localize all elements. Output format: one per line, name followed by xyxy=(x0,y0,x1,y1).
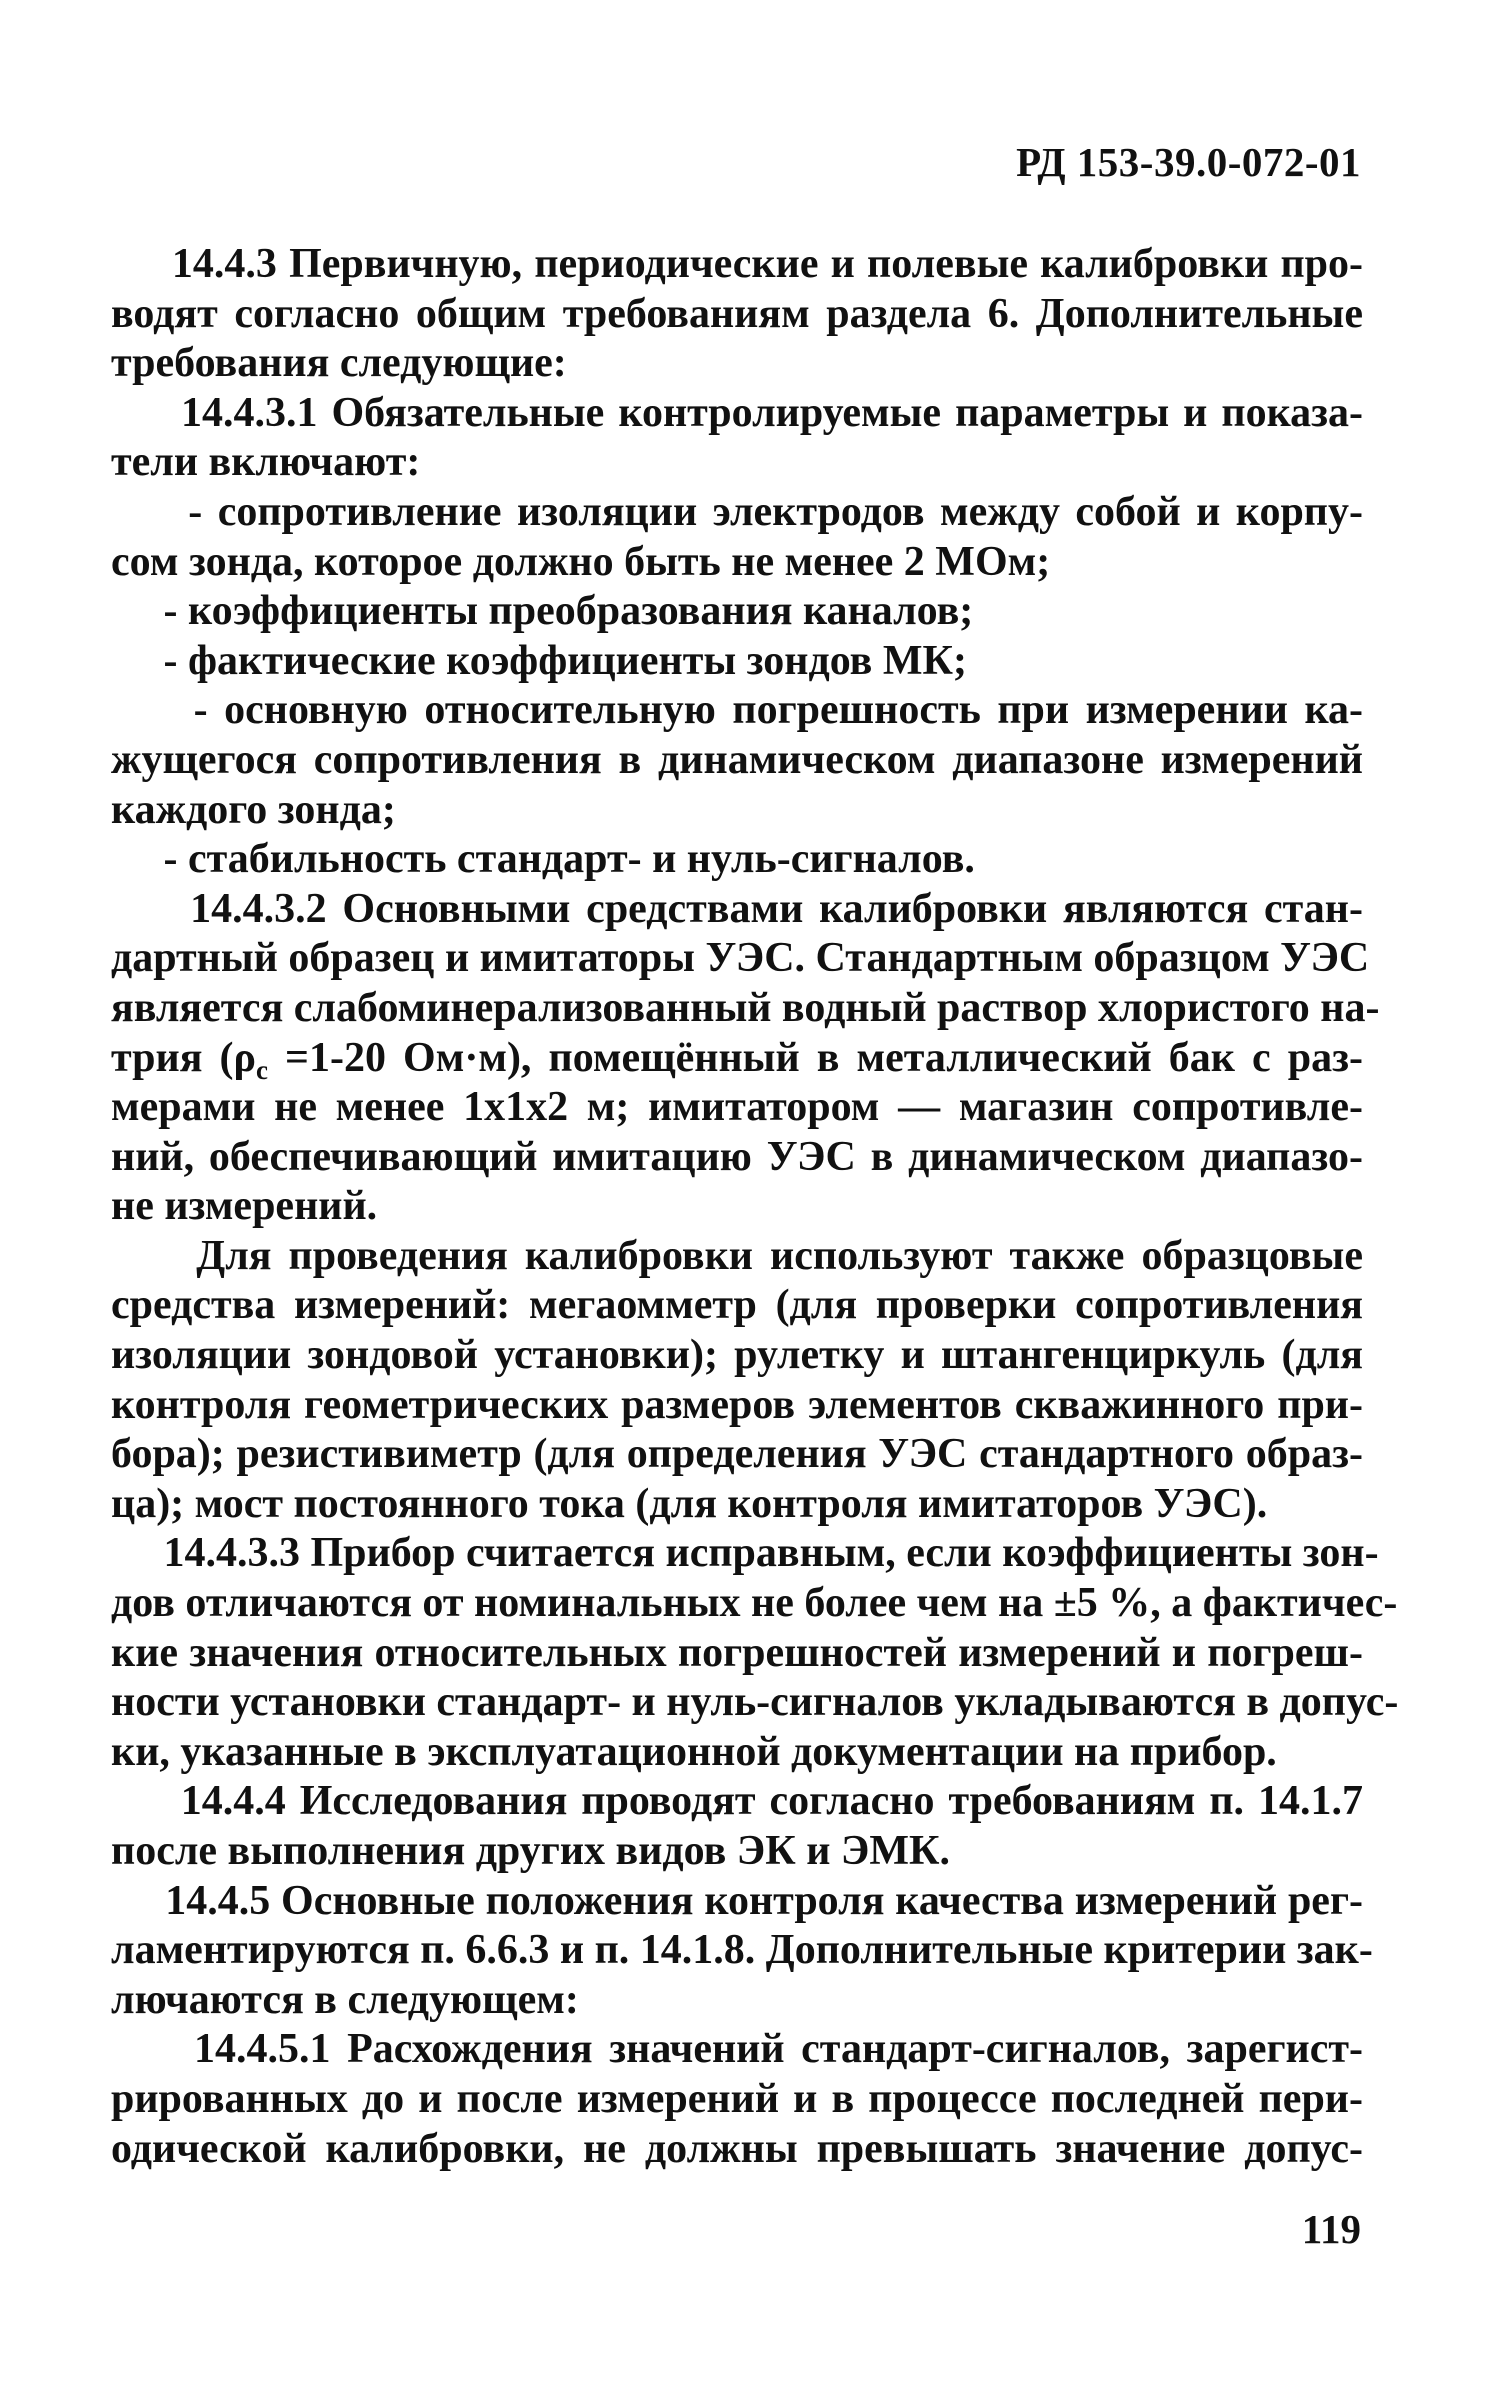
text-line: 14.4.3.3 Прибор считается исправным, если коэффициенты зон- xyxy=(111,1530,1379,1577)
text-line: - коэффициенты преобразования каналов; xyxy=(111,588,974,635)
text-line: ца); мост постоянного тока (для контроля имитаторов УЭС). xyxy=(111,1480,1268,1527)
text-line: 14.4.3.2 Основными средствами калибровки являются стан- xyxy=(111,885,1363,932)
text-line: мерами не менее 1х1х2 м; имитатором — магазин сопротивле- xyxy=(111,1084,1363,1131)
subscript: c xyxy=(255,1054,268,1085)
text-line: - основную относительную погрешность при измерении ка- xyxy=(111,687,1363,734)
text-line: кие значения относительных погрешностей измерений и погреш- xyxy=(111,1629,1363,1676)
text-line: 14.4.4 Исследования проводят согласно требованиям п. 14.1.7 xyxy=(111,1778,1363,1825)
text-line: требования следующие: xyxy=(111,340,567,387)
text-line: изоляции зондовой установки); рулетку и штангенциркуль (для xyxy=(111,1332,1363,1379)
text-line: бора); резистивиметр (для определения УЭС стандартного образ- xyxy=(111,1431,1363,1478)
text-line: дов отличаются от номинальных не более чем на ±5 %, а фактичес- xyxy=(111,1580,1398,1627)
text-line: не измерений. xyxy=(111,1183,378,1230)
text-line: сом зонда, которое должно быть не менее 2 МОм; xyxy=(111,538,1051,585)
document-code-header: РД 153-39.0-072-01 xyxy=(1016,139,1361,185)
text-line: каждого зонда; xyxy=(111,786,396,833)
text-line: ки, указанные в эксплуатационной документации на прибор. xyxy=(111,1728,1277,1775)
text-line: жущегося сопротивления в динамическом диапазоне измерений xyxy=(111,736,1363,783)
page-number: 119 xyxy=(1301,2206,1361,2252)
text-line: 14.4.5 Основные положения контроля качества измерений рег- xyxy=(111,1877,1363,1924)
text-line: Для проведения калибровки используют также образцовые xyxy=(111,1232,1363,1279)
text-line: 14.4.3.1 Обязательные контролируемые параметры и показа- xyxy=(111,389,1363,436)
text-line: рированных до и после измерений и в процессе последней пери- xyxy=(111,2075,1363,2122)
text-line: водят согласно общим требованиям раздела 6. Дополнительные xyxy=(111,290,1363,337)
text-line: одической калибровки, не должны превышать значение допус- xyxy=(111,2125,1363,2172)
text-line: тели включают: xyxy=(111,439,421,486)
text-line: ности установки стандарт- и нуль-сигналов укладываются в допус- xyxy=(111,1679,1399,1726)
text-line: 14.4.5.1 Расхождения значений стандарт-сигналов, зарегист- xyxy=(111,2026,1363,2073)
text-line: дартный образец и имитаторы УЭС. Стандартным образцом УЭС xyxy=(111,935,1370,982)
text-line: является слабоминерализованный водный раствор хлористого на- xyxy=(111,984,1380,1031)
text-line: контроля геометрических размеров элементов скважинного при- xyxy=(111,1381,1363,1428)
text-line: после выполнения других видов ЭК и ЭМК. xyxy=(111,1828,950,1874)
document-body xyxy=(111,240,1399,2174)
text-line: трия ($\rho_c =1-20$ Ом·м), помещённый в металлический бак с раз- xyxy=(111,1034,1363,1085)
text-line: ний, обеспечивающий имитацию УЭС в динамическом диапазо- xyxy=(111,1133,1363,1180)
text-line: - стабильность стандарт- и нуль-сигналов. xyxy=(111,836,975,883)
text-line: средства измерений: мегаомметр (для проверки сопротивления xyxy=(111,1282,1363,1329)
text-line: - фактические коэффициенты зондов МК; xyxy=(111,637,967,684)
text-line: ламентируются п. 6.6.3 и п. 14.1.8. Дополнительные критерии зак- xyxy=(111,1927,1373,1974)
text-line: 14.4.3 Первичную, периодические и полевые калибровки про- xyxy=(111,241,1363,287)
text-line: лючаются в следующем: xyxy=(111,1976,579,2023)
text-line: - сопротивление изоляции электродов между собой и корпу- xyxy=(111,488,1363,535)
